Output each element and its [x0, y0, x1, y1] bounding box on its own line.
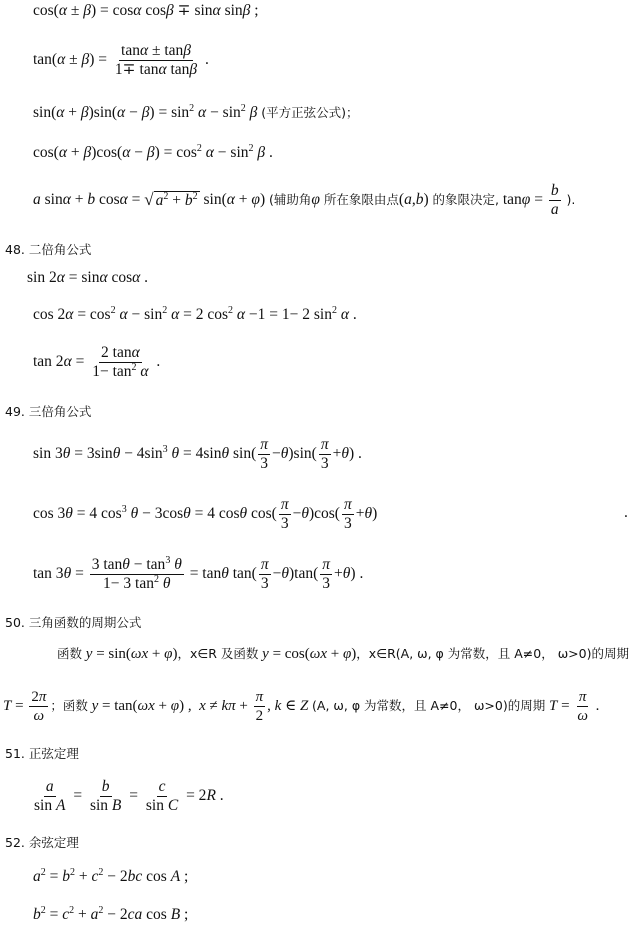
period-text-5: (A, ω, φ 为常数，且 A≠0， ω>0)的周期	[312, 697, 546, 713]
period-text-2: ，x∈R 及函数	[177, 646, 259, 661]
formula-sin-triple: $\sin 3\theta = 3\sin\theta - 4\sin^3$ θ = 4sinθ sin( $\frac{\pi}{3}$ −θ)sin( $\frac{\pi}{3}$ +θ) .	[33, 436, 362, 472]
formula-tan-triple: tan 3θ = $\frac{3 \tan\theta - \tan^3 \theta}{1- 3 \tan^2 \theta}$ = tanθ tan( $\frac{\pi}{3}$ −θ)tan( $\frac{\pi}{3}$ +θ) .	[33, 555, 364, 592]
trailing-dot: .	[624, 504, 628, 521]
section-heading-48: 48. 二倍角公式	[5, 242, 92, 257]
note-aux-angle-1: (辅助角	[269, 192, 312, 208]
formula-tan-sum-diff: tan(α ± β) = $\frac{\tan\alpha \pm \tan\beta}{\text{1∓ tanα tanβ}}$ .	[33, 42, 209, 78]
period-text-1: 函数	[57, 646, 83, 661]
formula-auxiliary-angle: a sinα + b cosα = √ $a^2 + b^2$ sin(α + φ) (辅助角φ 所在象限由点(a,b) 的象限决定, tanφ = $\frac{b}{a}$ ).	[33, 182, 576, 218]
formula-cos-triple: cos 3θ = 4 $\cos^3 \theta - 3\cos\theta = 4$ cosθ cos( $\frac{\pi}{3}$ −θ)cos( $\frac{\pi}{3}$ +θ)	[33, 496, 378, 532]
note-aux-angle-4: ).	[566, 192, 576, 208]
note-square-sine: (平方正弦公式)；	[261, 105, 359, 120]
note-aux-angle-3: 的象限决定,	[432, 192, 499, 208]
formula-law-of-cosines-b: $b^2 = c^2 + a^2 - 2ca$ cos B ;	[33, 905, 189, 923]
formula-law-of-cosines-a: $a^2 = b^2 + c^2 - 2bc$ cos A ;	[33, 867, 189, 885]
section-heading-50: 50. 三角函数的周期公式	[5, 615, 142, 630]
period-formula-line-2: T = $\frac{2\pi}{\omega}$ ；函数 y = tan(ωx + φ) , x ≠ kπ + $\frac{\pi}{2}$ , k ∈ Z (A, ω, φ 为常数，且 A≠0， ω>0)的周期 T = $\frac{\pi}{\omega}$ .	[3, 689, 600, 724]
formula-sin-double: sin 2α = sinα cosα .	[27, 269, 149, 286]
section-heading-51: 51. 正弦定理	[5, 746, 79, 761]
formula-sine-square: $\sin(\alpha + \beta)\sin(\alpha - \beta) = \sin^2 \alpha - \sin^2 \beta$ (平方正弦公式)；	[33, 103, 359, 121]
note-aux-angle-2: 所在象限由点	[323, 192, 399, 208]
section-heading-52: 52. 余弦定理	[5, 835, 79, 850]
period-text-3: ，x∈R(A, ω, φ 为常数，且 A≠0， ω>0)的周期	[356, 646, 629, 661]
formula-tan-double: tan 2α = $\frac{2 \tan\alpha}{1- \tan^2 \alpha}$ .	[33, 344, 161, 380]
formula-law-of-sines: $\frac{a}{\text{sin A}}$ = $\frac{b}{\text{sin B}}$ = $\frac{c}{\text{sin C}}$ = 2R .	[34, 778, 224, 814]
section-heading-49: 49. 三倍角公式	[5, 404, 92, 419]
period-formula-line-1: 函数 y = sin(ωx + φ)，x∈R 及函数 y = cos(ωx + φ)，x∈R(A, ω, φ 为常数，且 A≠0， ω>0)的周期	[57, 646, 629, 662]
period-text-4: ；函数	[50, 697, 88, 713]
formula-cos-sum-diff: cos(α ± β) = cosα cosβ ∓ sinα sinβ ;	[33, 2, 259, 19]
formula-cosine-square: $\cos(\alpha + \beta)\cos(\alpha - \beta) = \cos^2 \alpha - \sin^2 \beta$ .	[33, 143, 273, 161]
formula-cos-double: $\cos 2\alpha = \cos^2 \alpha - \sin^2 \alpha = 2$ $\cos^2 \alpha -1 = 1- 2$ $\sin^2 \alpha$ .	[33, 305, 357, 323]
